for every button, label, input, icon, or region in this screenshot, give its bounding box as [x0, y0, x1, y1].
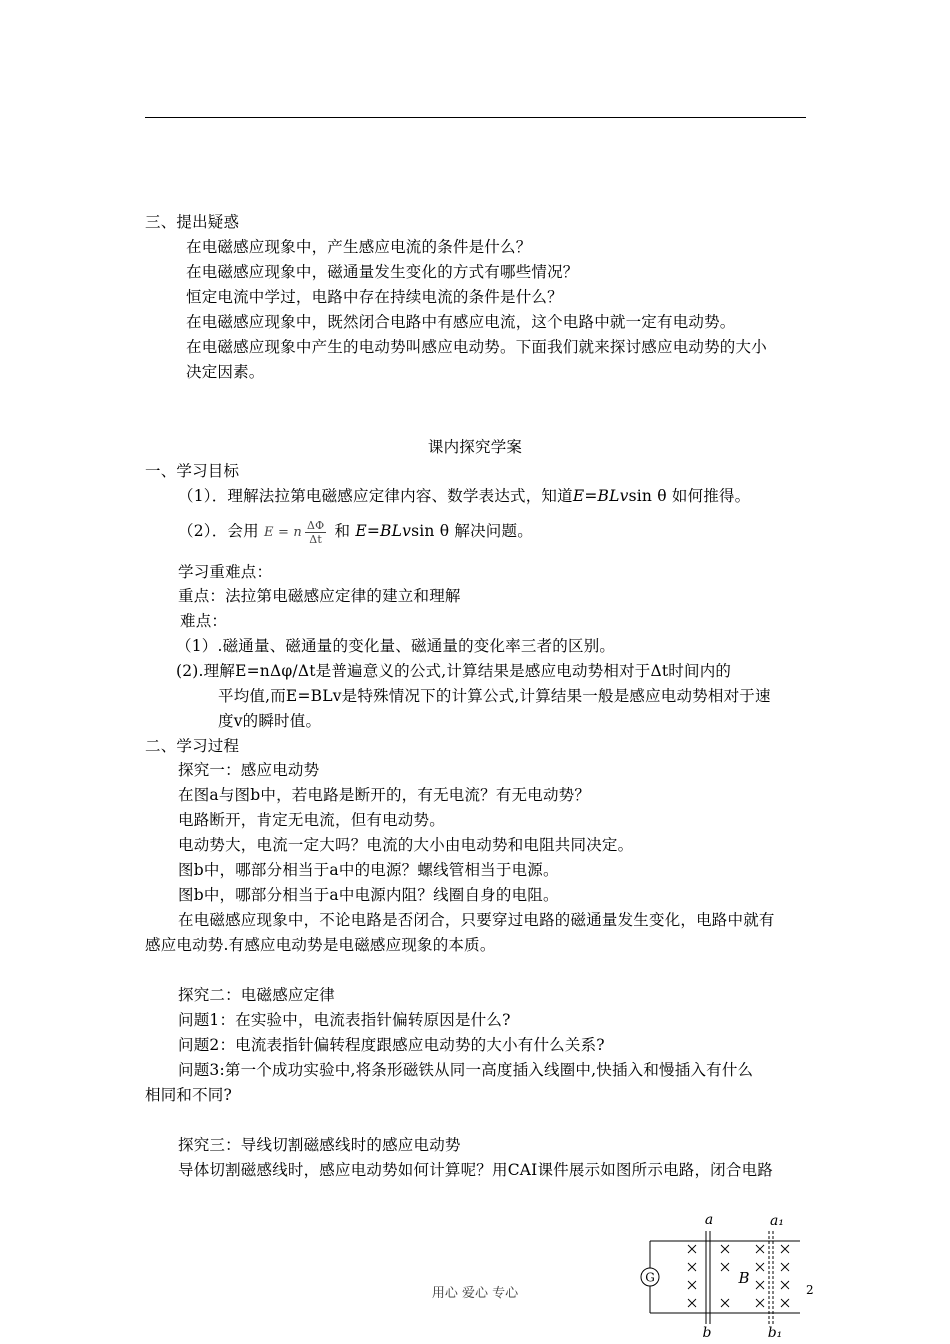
paragraph-line: 导体切割磁感线时，感应电动势如何计算呢？用CAI课件展示如图所示电路，闭合电路 — [178, 1161, 773, 1179]
label-a1: a₁ — [770, 1213, 784, 1229]
page-title: 课内探究学案 — [427, 438, 523, 456]
label-edge: 2 — [806, 1283, 814, 1297]
objective-2-tail: 解决问题。 — [454, 522, 533, 540]
objective-1-tail: 如何推得。 — [671, 487, 751, 505]
difficulty-2-cont: 平均值,而E=BLv是特殊情况下的计算公式,计算结果一般是感应电动势相对于速 — [218, 687, 771, 705]
paragraph-line: 在电磁感应现象中，产生感应电流的条件是什么？ — [186, 238, 532, 256]
objective-2-text: （2）．会用 — [178, 522, 259, 540]
circuit-figure — [630, 1208, 815, 1344]
question-1: 问题1：在实验中，电流表指针偏转原因是什么? — [178, 1011, 511, 1029]
label-g: G — [645, 1270, 655, 1285]
keypoints-title: 学习重难点： — [178, 563, 273, 581]
paragraph-line: 图b中，哪部分相当于a中电源内阻？线圈自身的电阻。 — [178, 886, 559, 904]
formula-sin: sin θ — [411, 522, 450, 540]
label-b: b — [702, 1325, 712, 1341]
paragraph-line: 电动势大，电流一定大吗？电流的大小由电动势和电阻共同决定。 — [178, 836, 634, 854]
paragraph-line: 图b中，哪部分相当于a中的电源？螺线管相当于电源。 — [178, 861, 559, 879]
objective-1-text: （1）．理解法拉第电磁感应定律内容、数学表达式，知道 — [178, 487, 573, 505]
paragraph-line: 在电磁感应现象中，既然闭合电路中有感应电流，这个电路中就一定有电动势。 — [186, 313, 736, 331]
difficulty-2: (2).理解E=nΔφ/Δt是普遍意义的公式,计算结果是感应电动势相对于Δt时间内的 — [176, 662, 732, 680]
formula-fraction — [305, 519, 326, 546]
paragraph-line: 在电磁感应现象中，不论电路是否闭合，只要穿过电路的磁通量发生变化，电路中就有 — [178, 911, 775, 929]
fraction-denominator: Δt — [309, 532, 323, 546]
paragraph-line: 在电磁感应现象中产生的电动势叫感应电动势。下面我们就来探讨感应电动势的大小 — [186, 338, 767, 356]
formula-sin: sin θ — [628, 487, 667, 505]
label-a: a — [704, 1212, 714, 1228]
objectives-title: 一、学习目标 — [145, 462, 240, 480]
explore-2-title: 探究二：电磁感应定律 — [178, 986, 336, 1004]
label-field-b: B — [738, 1269, 750, 1287]
formula-eblv: E=BLv — [572, 487, 629, 505]
objective-1 — [178, 486, 750, 506]
objective-2 — [178, 516, 533, 548]
circuit-wire — [650, 1241, 800, 1313]
label-b1: b₁ — [767, 1325, 783, 1341]
paragraph-line: 决定因素。 — [186, 363, 265, 381]
key-point: 重点：法拉第电磁感应定律的建立和理解 — [178, 587, 461, 605]
formula-faraday-left: E = n — [263, 525, 302, 540]
paragraph-line: 在电磁感应现象中，磁通量发生变化的方式有哪些情况？ — [186, 263, 579, 281]
header-rule — [145, 117, 806, 118]
paragraph-line: 在图a与图b中，若电路是断开的，有无电流？有无电动势？ — [178, 786, 591, 804]
paragraph-line: 电路断开，肯定无电流，但有电动势。 — [178, 811, 445, 829]
question-3: 问题3:第一个成功实验中,将条形磁铁从同一高度插入线圈中,快插入和慢插入有什么 — [178, 1061, 754, 1079]
difficulty-2-cont: 度v的瞬时值。 — [218, 712, 322, 730]
section3-title: 三、提出疑惑 — [145, 213, 240, 231]
paragraph-line: 恒定电流中学过，电路中存在持续电流的条件是什么？ — [186, 288, 563, 306]
explore-3-title: 探究三：导线切割磁感线时的感应电动势 — [178, 1136, 461, 1154]
explore-1-title: 探究一：感应电动势 — [178, 761, 320, 779]
formula-eblv: E=BLv — [355, 522, 412, 540]
fraction-numerator: ΔΦ — [306, 518, 325, 532]
question-2: 问题2：电流表指针偏转程度跟感应电动势的大小有什么关系? — [178, 1036, 605, 1054]
page-footer: 用心 爱心 专心 — [431, 1286, 519, 1301]
process-title: 二、学习过程 — [145, 737, 240, 755]
objective-2-and: 和 — [334, 522, 351, 540]
difficulty-title: 难点： — [180, 612, 228, 630]
difficulty-1: （1）.磁通量、磁通量的变化量、磁通量的变化率三者的区别。 — [176, 637, 616, 655]
question-3-cont: 相同和不同? — [145, 1086, 233, 1104]
paragraph-line: 感应电动势.有感应电动势是电磁感应现象的本质。 — [145, 936, 496, 954]
